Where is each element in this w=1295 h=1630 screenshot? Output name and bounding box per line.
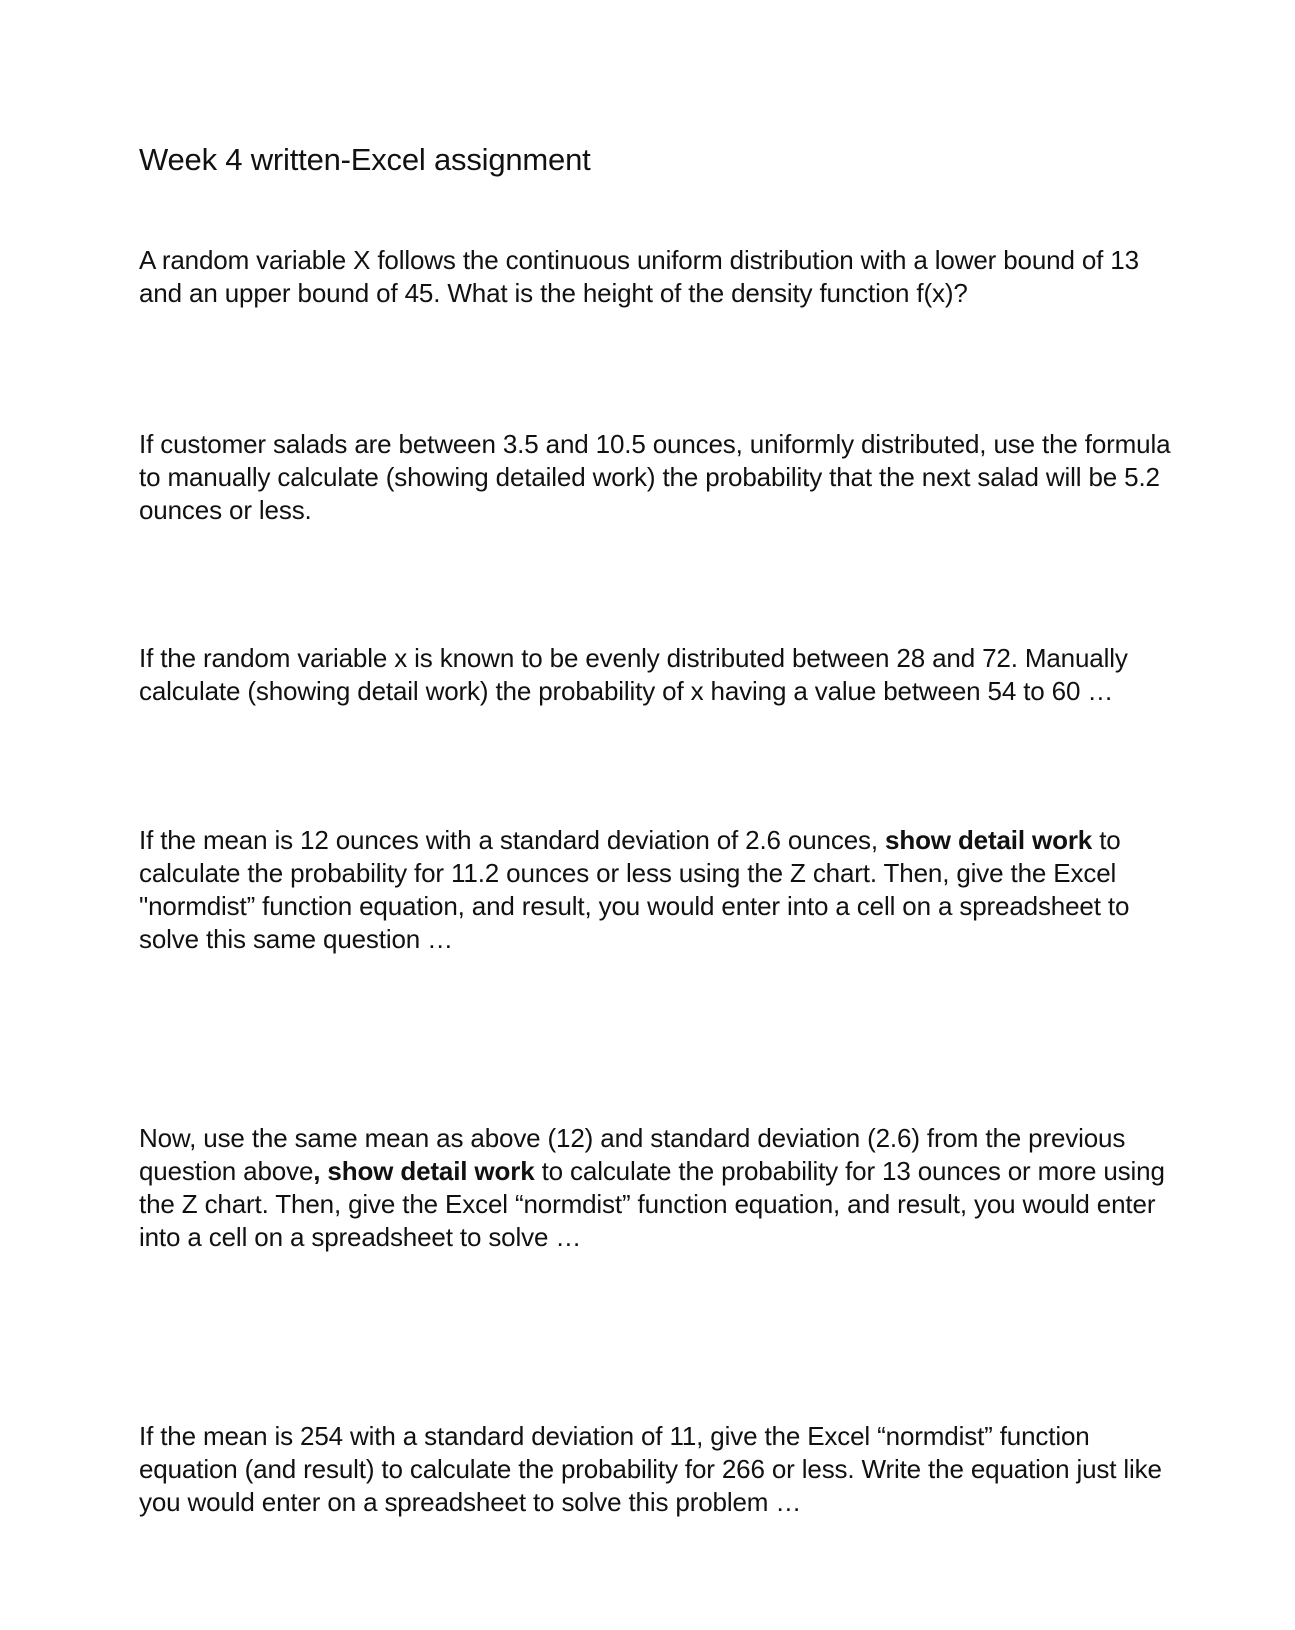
question-5-text-start: Now, use the same mean as above (12) and standard deviation (2.6) from the previous question above [139, 1123, 1126, 1186]
question-2: If customer salads are between 3.5 and 10.5 ounces, uniformly distributed, use the formula to manually calculate (showing detailed work) the probability that the next salad will be 5.2 ounces or less. [139, 429, 1171, 525]
question-6: If the mean is 254 with a standard deviation of 11, give the Excel “normdist” function equation (and result) to calculate the probability for 266 or less. Write the equation just like you would enter on a spreadsheet to solve this problem … [139, 1421, 1162, 1517]
question-4 [139, 824, 1179, 956]
question-4-text-end: to calculate the probability for 11.2 ounces or less using the Z chart. Then, give the Excel "normdist” function equation, and result, you would enter into a cell on a spreadsheet to solve this same question … [139, 825, 1130, 954]
question-5-text-end: to calculate the probability for 13 ounces or more using the Z chart. Then, give the Excel “normdist” function equation, and result, you would enter into a cell on a spreadsheet to solve … [139, 1156, 1165, 1252]
question-3: If the random variable x is known to be evenly distributed between 28 and 72. Manually calculate (showing detail work) the probability of x having a value between 54 to 60 … [139, 643, 1128, 706]
question-1: A random variable X follows the continuous uniform distribution with a lower bound of 13 and an upper bound of 45. What is the height of the density function f(x)? [139, 245, 1139, 308]
question-4-text-start: If the mean is 12 ounces with a standard deviation of 2.6 ounces, [139, 825, 886, 855]
question-4-bold-emphasis: show detail work [885, 825, 1093, 855]
question-5 [139, 1122, 1179, 1254]
question-5-bold-emphasis: , show detail work [313, 1156, 535, 1186]
document-title: Week 4 written-Excel assignment [139, 142, 591, 177]
